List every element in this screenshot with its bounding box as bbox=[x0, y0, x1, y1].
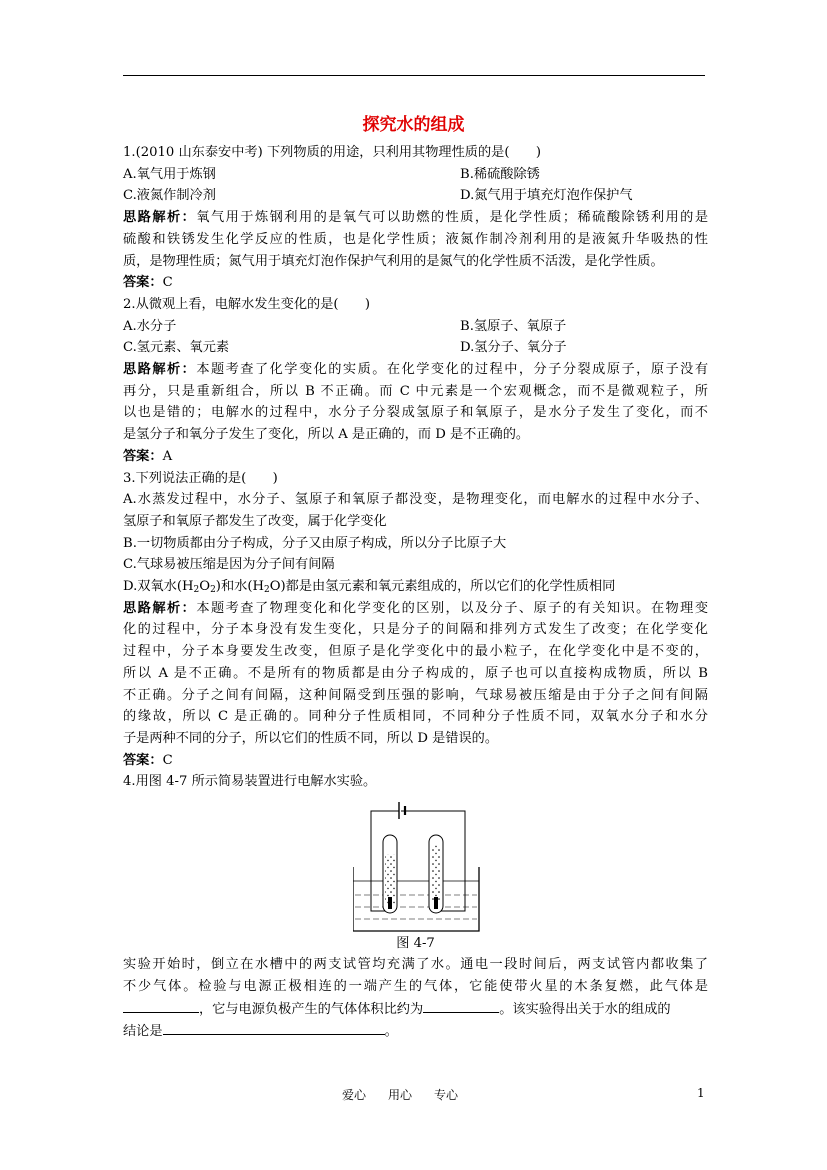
q2-answer: 答案：A bbox=[123, 448, 173, 464]
left-test-tube bbox=[383, 835, 397, 913]
q2-option-a: A.水分子 bbox=[123, 318, 177, 334]
q4-body-line-4: 结论是 。 bbox=[123, 1020, 708, 1043]
q3-answer: 答案：C bbox=[123, 752, 173, 768]
electrolysis-figure bbox=[123, 799, 708, 934]
q3-option-a-line-1: A.水蒸发过程中，水分子、氢原子和氧原子都没变，是物理变化，而电解水的过程中水分子、 bbox=[123, 492, 708, 508]
q4-body-line-2: 不少气体。检验与电源正极相连的一端产生的气体，它能使带火星的木条复燃，此气体是 bbox=[123, 978, 708, 994]
q3-analysis-line-2: 化的过程中，分子本身没有发生变化，只是分子的间隔和排列方式发生了改变；在化学变化 bbox=[123, 622, 708, 638]
right-test-tube bbox=[429, 835, 443, 913]
q3-stem: 3.下列说法正确的是( ) bbox=[123, 470, 278, 486]
q1-option-a: A.氧气用于炼钢 bbox=[123, 166, 216, 182]
q2-analysis-line-2: 再分，只是重新组合，所以 B 不正确。而 C 中元素是一个宏观概念，而不是微观粒子，所 bbox=[123, 383, 708, 399]
q1-options-row-2 bbox=[123, 185, 708, 207]
q3-option-c: C.气球易被压缩是因为分子间有间隔 bbox=[123, 557, 335, 573]
q2-options-row-2 bbox=[123, 337, 708, 359]
q4-body-line-1: 实验开始时，倒立在水槽中的两支试管均充满了水。通电一段时间后，两支试管内都收集了 bbox=[123, 957, 708, 973]
q1-analysis-line-2: 硫酸和铁锈发生化学反应的性质，也是化学性质；液氮作制冷剂利用的是液氮升华吸热的性 bbox=[123, 231, 708, 247]
q3-analysis-line-3: 过程中，分子本身要发生改变，但原子是化学变化中的最小粒子，在化学变化中是不变的， bbox=[123, 644, 708, 660]
q3-analysis-line-5: 不正确。分子之间有间隔，这种间隔受到压强的影响，气球易被压缩是由于分子之间有间隔 bbox=[123, 687, 708, 703]
q1-option-c: C.液氮作制冷剂 bbox=[123, 188, 216, 204]
electrolysis-apparatus-diagram bbox=[353, 799, 483, 934]
q3-analysis-line-4: 所以 A 是不正确。不是所有的物质都是由分子构成的，原子也可以直接构成物质，所以 B bbox=[123, 665, 708, 681]
page-title: 探究水的组成 bbox=[362, 115, 465, 135]
q1-analysis-line-1: 思路解析：氧气用于炼钢利用的是氧气可以助燃的性质，是化学性质；稀硫酸除锈利用的是 bbox=[123, 210, 709, 226]
q2-option-d: D.氢分子、氧分子 bbox=[460, 340, 567, 356]
q3-analysis-line-1: 思路解析：本题考查了物理变化和化学变化的区别，以及分子、原子的有关知识。在物理变 bbox=[123, 600, 709, 616]
q1-option-b: B.稀硫酸除锈 bbox=[460, 166, 540, 182]
q3-option-d: D.双氧水$(H_2O_2)$和水$(H_2O)$都是由氢元素和氧元素组成的，所以它们的化学性质相同 bbox=[123, 579, 616, 596]
answer-blank-conclusion[interactable] bbox=[163, 1020, 385, 1035]
q2-analysis-line-3: 以也是错的；电解水的过程中，水分子分裂成氢原子和氧原子，是水分子发生了变化，而不 bbox=[123, 405, 708, 421]
answer-blank-volume-ratio[interactable] bbox=[423, 998, 499, 1013]
q1-stem: 1.(2010 山东泰安中考) 下列物质的用途，只利用其物理性质的是( ) bbox=[123, 145, 541, 160]
q1-analysis-line-3: 质，是物理性质；氮气用于填充灯泡作保护气利用的是氮气的化学性质不活泼，是化学性质。 bbox=[123, 253, 664, 269]
water-trough bbox=[353, 867, 479, 931]
header-rule bbox=[123, 75, 705, 76]
footer-motto: 爱心 用心 专心 bbox=[342, 1088, 459, 1102]
q3-option-b: B.一切物质都由分子构成，分子又由原子构成，所以分子比原子大 bbox=[123, 535, 507, 551]
document-body bbox=[123, 142, 708, 1043]
q2-option-b: B.氢原子、氧原子 bbox=[460, 318, 567, 334]
q4-body-line-3: ，它与电源负极产生的气体体积比约为 。该实验得出关于水的组成的 bbox=[123, 998, 708, 1021]
q2-options-row-1 bbox=[123, 316, 708, 338]
q2-analysis-line-4: 是氢分子和氧分子发生了变化，所以 A 是正确的，而 D 是不正确的。 bbox=[123, 427, 530, 443]
q4-stem: 4.用图 4-7 所示简易装置进行电解水实验。 bbox=[123, 774, 377, 790]
q1-options-row-1 bbox=[123, 164, 708, 186]
q1-option-d: D.氮气用于填充灯泡作保护气 bbox=[460, 188, 633, 204]
q2-analysis-line-1: 思路解析：本题考查了化学变化的实质。在化学变化的过程中，分子分裂成原子，原子没有 bbox=[123, 362, 709, 378]
q1-analysis-label: 思路解析： bbox=[123, 210, 197, 226]
figure-caption: 图 4-7 bbox=[396, 936, 435, 952]
q3-analysis-line-6: 的缘故，所以 C 是正确的。同种分子性质相同，不同种分子性质不同，双氧水分子和水分 bbox=[123, 709, 708, 725]
q2-stem: 2.从微观上看，电解水发生变化的是( ) bbox=[123, 296, 371, 312]
answer-blank-gas[interactable] bbox=[123, 998, 199, 1013]
q3-analysis-label: 思路解析： bbox=[123, 600, 197, 616]
page-number: 1 bbox=[697, 1086, 705, 1100]
q2-analysis-label: 思路解析： bbox=[123, 362, 197, 378]
q1-answer: 答案：C bbox=[123, 275, 173, 291]
q2-option-c: C.氢元素、氧元素 bbox=[123, 340, 230, 356]
q3-option-a-line-2: 氢原子和氧原子都发生了改变，属于化学变化 bbox=[123, 513, 387, 529]
q3-analysis-line-7: 子是两种不同的分子，所以它们的性质不同，所以 D 是错误的。 bbox=[123, 730, 499, 746]
